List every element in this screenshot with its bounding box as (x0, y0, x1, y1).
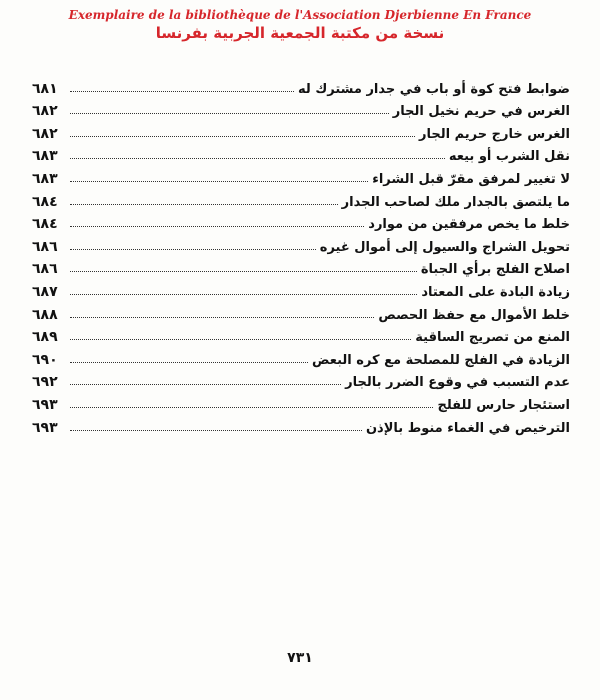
toc-entry (32, 277, 570, 300)
toc-entry (32, 390, 570, 413)
toc-entry (32, 210, 570, 233)
toc-entry (32, 97, 570, 120)
toc-entry (32, 232, 570, 255)
toc-page-number: ٦٨٤ (32, 216, 58, 233)
dot-leader (70, 339, 411, 340)
toc-entry-title: الزيادة في الفلج للمصلحة مع كره البعض (312, 352, 570, 368)
dot-leader (70, 226, 364, 227)
toc-page-number: ٦٨٢ (32, 125, 58, 142)
toc-entry (32, 187, 570, 210)
dot-leader (70, 91, 294, 92)
toc-entry (32, 164, 570, 187)
toc-page-number: ٦٨١ (32, 80, 58, 97)
dot-leader (70, 294, 417, 295)
toc-entry-title: الغرس خارج حريم الجار (419, 126, 570, 142)
toc-page-number: ٦٨٩ (32, 329, 58, 346)
table-of-contents (32, 74, 570, 436)
dot-leader (70, 317, 374, 318)
dot-leader (70, 407, 433, 408)
toc-page-number: ٦٨٢ (32, 103, 58, 120)
toc-entry (32, 413, 570, 436)
toc-page-number: ٦٨٣ (32, 170, 58, 187)
toc-entry (32, 255, 570, 278)
watermark-arabic: نسخة من مكتبة الجمعية الجربية بفرنسا (155, 24, 445, 42)
toc-entry-title: ضوابط فتح كوة أو باب في جدار مشترك له (298, 81, 570, 97)
dot-leader (70, 384, 341, 385)
dot-leader (70, 158, 445, 159)
dot-leader (70, 362, 308, 363)
dot-leader (70, 249, 316, 250)
toc-entry (32, 119, 570, 142)
toc-entry-title: خلط الأموال مع حفظ الحصص (378, 307, 570, 323)
dot-leader (70, 430, 362, 431)
toc-page-number: ٦٩٠ (32, 351, 58, 368)
dot-leader (70, 271, 417, 272)
toc-entry-title: اصلاح الفلج برأي الجباة (420, 262, 570, 278)
dot-leader (70, 136, 415, 137)
page-number: ٧٣١ (287, 650, 313, 666)
toc-entry-title: تحويل الشراج والسيول إلى أموال غيره (319, 239, 570, 255)
toc-entry-title: خلط ما يخص مرفقين من موارد (368, 217, 570, 233)
toc-page-number: ٦٨٦ (32, 261, 58, 278)
toc-page-number: ٦٩٢ (32, 374, 58, 391)
toc-page-number: ٦٩٣ (32, 419, 58, 436)
watermark-french: Exemplaire de la bibliothèque de l'Association Djerbienne En France (68, 8, 532, 22)
toc-entry-title: استئجار حارس للفلج (437, 397, 570, 413)
toc-entry-title: نقل الشرب أو بيعه (448, 149, 570, 165)
dot-leader (70, 113, 389, 114)
toc-entry-title: المنع من تصريج الساقية (415, 330, 570, 346)
toc-page-number: ٦٨٦ (32, 238, 58, 255)
toc-page-number: ٦٨٤ (32, 193, 58, 210)
dot-leader (70, 181, 368, 182)
toc-entry-title: الغرس في حريم نخيل الجار (392, 104, 570, 120)
toc-entry (32, 74, 570, 97)
toc-entry (32, 142, 570, 165)
toc-entry-title: لا تغيير لمرفق مقرّ قبل الشراء (372, 171, 570, 187)
toc-entry (32, 323, 570, 346)
toc-entry-title: عدم التسبب في وقوع الضرر بالجار (345, 375, 570, 391)
toc-entry (32, 368, 570, 391)
toc-page-number: ٦٩٣ (32, 396, 58, 413)
toc-entry-title: ما يلتصق بالجدار ملك لصاحب الجدار (341, 194, 570, 210)
toc-entry-title: زيادة البادة على المعتاد (421, 284, 570, 300)
toc-page-number: ٦٨٣ (32, 148, 58, 165)
dot-leader (70, 204, 338, 205)
toc-page-number: ٦٨٨ (32, 306, 58, 323)
toc-entry (32, 300, 570, 323)
toc-entry-title: الترخيص في الغماء منوط بالإذن (365, 420, 570, 436)
toc-page-number: ٦٨٧ (32, 283, 58, 300)
toc-entry (32, 345, 570, 368)
